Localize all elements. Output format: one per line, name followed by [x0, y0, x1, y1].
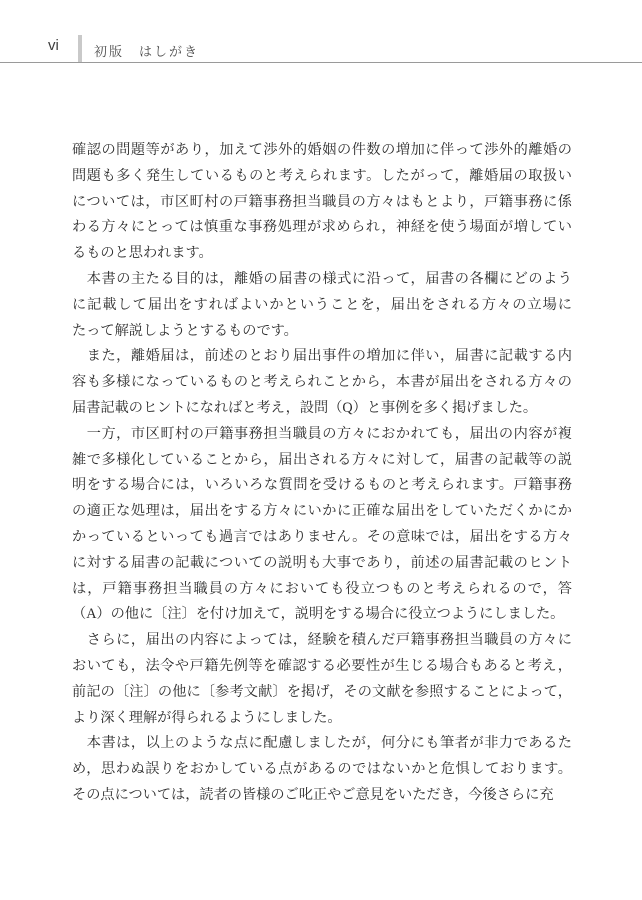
text-line: また，離婚届は，前述のとおり届出事件の増加に伴い，届書に記載する内 — [72, 348, 572, 365]
text-line: るものと思われます。 — [72, 245, 213, 262]
text-line: に対する届書の記載についての説明も大事であり，前述の届書記載のヒント — [72, 554, 572, 571]
text-line: さらに，届出の内容によっては，経験を積んだ戸籍事務担当職員の方々に — [72, 632, 572, 649]
text-line: 容も多様になっているものと考えられことから，本書が届出をされる方々の — [72, 374, 572, 391]
running-header — [0, 0, 642, 62]
paragraph — [72, 731, 572, 808]
text-line: かっているといっても過言ではありません。その意味では，届出をする方々 — [72, 528, 572, 545]
paragraph — [72, 267, 572, 344]
paragraph — [72, 422, 572, 628]
text-line: 届書記載のヒントになればと考え，設問（Q）と事例を多く掲げました。 — [72, 399, 538, 416]
text-line: その点については，読者の皆様のご叱正やご意見をいただき，今後さらに充 — [72, 786, 554, 803]
paragraph — [72, 344, 572, 421]
text-line: め，思わぬ誤りをおかしている点があるのではないかと危惧しております。 — [72, 761, 572, 778]
text-line: 本書の主たる目的は，離婚の届書の様式に沿って，届書の各欄にどのよう — [72, 270, 572, 287]
text-line: 前記の〔注〕の他に〔参考文献〕を掲げ，その文献を参照することによって， — [72, 683, 572, 700]
text-line: （A）の他に〔注〕を付け加えて，説明をする場合に役立つようにしました。 — [72, 606, 565, 623]
text-line: たって解説しようとするものです。 — [72, 322, 298, 339]
text-line: 問題も多く発生しているものと考えられます。したがって，離婚届の取扱い — [72, 167, 572, 184]
text-line: わる方々にとっては慎重な事務処理が求められ，神経を使う場面が増してい — [72, 219, 572, 236]
text-line: より深く理解が得られるようにしました。 — [72, 709, 342, 726]
text-line: に記載して届出をすればよいかということを，届出をされる方々の立場に — [72, 296, 572, 313]
header-divider — [78, 35, 82, 62]
text-line: 本書は，以上のような点に配慮しましたが，何分にも筆者が非力であるた — [72, 735, 572, 752]
text-line: 明をする場合には，いろいろな質問を受けるものと考えられます。戸籍事務 — [72, 477, 572, 494]
text-line: については，市区町村の戸籍事務担当職員の方々はもとより，戸籍事務に係 — [72, 193, 572, 210]
text-line: は，戸籍事務担当職員の方々においても役立つものと考えられるので，答 — [72, 580, 572, 597]
header-title: 初版 はしがき — [94, 44, 200, 59]
header-rule — [0, 62, 642, 63]
text-line: 一方，市区町村の戸籍事務担当職員の方々におかれても，届出の内容が複 — [72, 425, 572, 442]
page-number: vi — [48, 37, 59, 54]
text-line: おいても，法令や戸籍先例等を確認する必要性が生じる場合もあると考え， — [72, 657, 572, 674]
text-line: 雑で多様化していることから，届出される方々に対して，届書の記載等の説 — [72, 451, 572, 468]
body-text — [72, 138, 572, 809]
paragraph — [72, 628, 572, 731]
text-line: の適正な処理は，届出をする方々にいかに正確な届出をしていただくかにか — [72, 503, 572, 520]
paragraph — [72, 138, 572, 267]
text-line: 確認の問題等があり，加えて渉外的婚姻の件数の増加に伴って渉外的離婚の — [72, 142, 572, 158]
